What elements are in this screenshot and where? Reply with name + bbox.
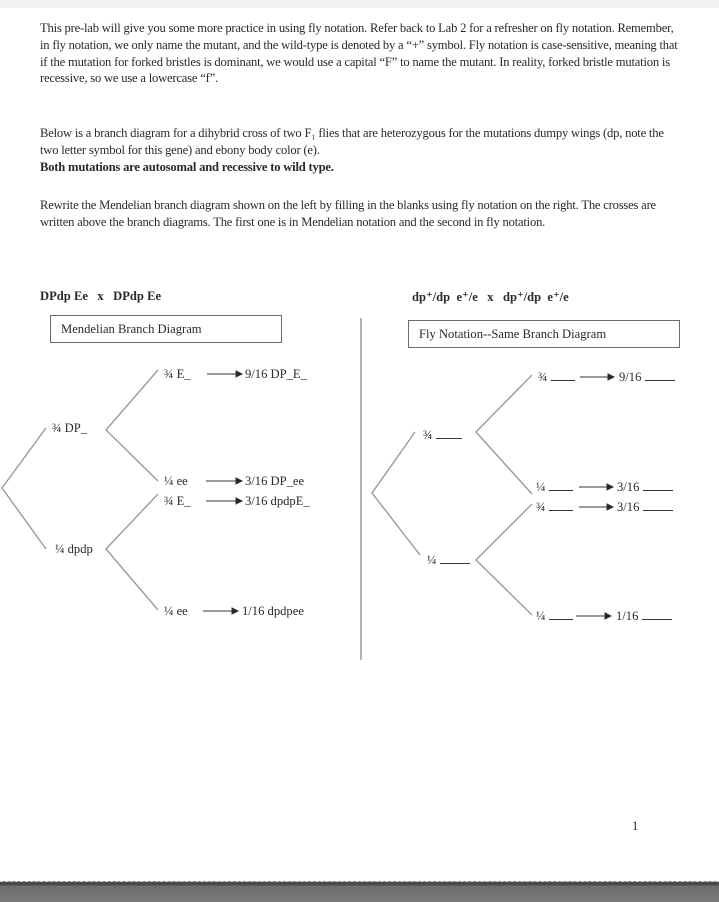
right-l2-fraction-2: ¼ bbox=[536, 480, 546, 494]
right-l1-item-1 bbox=[423, 428, 462, 442]
right-l2-result-4: 1/16 bbox=[616, 609, 639, 623]
left-l2-result-4: 1/16 dpdpee bbox=[242, 604, 304, 618]
answer-blank[interactable] bbox=[642, 609, 672, 620]
right-l2-result-3: 3/16 bbox=[617, 500, 640, 514]
right-l1-item-2 bbox=[427, 553, 470, 567]
right-l2-result-item-3 bbox=[617, 500, 673, 514]
left-l2-label-1: ¾ E_ bbox=[164, 367, 191, 381]
page-number: 1 bbox=[632, 819, 639, 833]
right-l2-result-item-2 bbox=[617, 480, 673, 494]
right-l1-fraction-1: ¾ bbox=[423, 428, 433, 442]
bold-statement: Both mutations are autosomal and recessive to wild type. bbox=[40, 159, 334, 174]
left-l2-label-4: ¼ ee bbox=[164, 604, 188, 618]
left-l2-result-3: 3/16 dpdpE_ bbox=[245, 494, 310, 508]
answer-blank[interactable] bbox=[436, 428, 462, 439]
right-l2-item-1 bbox=[538, 370, 575, 384]
fly-diagram-title: Fly Notation--Same Branch Diagram bbox=[408, 320, 680, 348]
right-l2-fraction-3: ¾ bbox=[536, 500, 546, 514]
right-l2-result-1: 9/16 bbox=[619, 370, 642, 384]
intro-text: This pre-lab will give you some more practice in using fly notation. Refer back to Lab 2 for a refresher on fly notation. Remember, in fly notation, we only name the mutant, and the wild-type is denoted by a “+” symbol. Fly notation is case-sensitive, meaning that if the mutation for forked bristles is dominant, we would use a capital “F” to name the mutant. In reality, forked bristle mutation is recessive, so we use a lowercase “f”. bbox=[40, 21, 678, 86]
left-l2-label-2: ¼ ee bbox=[164, 474, 188, 488]
answer-blank[interactable] bbox=[643, 480, 673, 491]
answer-blank[interactable] bbox=[645, 370, 675, 381]
right-l1-fraction-2: ¼ bbox=[427, 553, 437, 567]
mendelian-cross: DPdp Ee x DPdp Ee bbox=[40, 289, 162, 303]
mendelian-diagram-title: Mendelian Branch Diagram bbox=[50, 315, 282, 343]
right-l2-fraction-4: ¼ bbox=[536, 609, 546, 623]
instructions-text: Rewrite the Mendelian branch diagram shown on the left by filling in the blanks using fly notation on the right. The crosses are written above the branch diagrams. The first one is in Mendelian notation and the second in fly notation. bbox=[40, 198, 656, 229]
answer-blank[interactable] bbox=[551, 370, 575, 381]
right-l2-item-2 bbox=[536, 480, 573, 494]
left-l1-dominant-dp: ¾ DP_ bbox=[52, 421, 87, 435]
answer-blank[interactable] bbox=[549, 480, 573, 491]
right-l2-result-item-4 bbox=[616, 609, 672, 623]
answer-blank[interactable] bbox=[440, 553, 470, 564]
answer-blank[interactable] bbox=[549, 500, 573, 511]
right-l2-fraction-1: ¾ bbox=[538, 370, 548, 384]
right-l2-result-item-1 bbox=[619, 370, 675, 384]
viewer-bottom-bar bbox=[0, 881, 719, 902]
left-l2-result-2: 3/16 DP_ee bbox=[245, 474, 305, 488]
right-l2-item-4 bbox=[536, 609, 573, 623]
answer-blank[interactable] bbox=[549, 609, 573, 620]
answer-blank[interactable] bbox=[643, 500, 673, 511]
branch-text: Below is a branch diagram for a dihybrid cross of two F₁ flies that are heterozygous for the mutations dumpy wings (dp, note the two letter symbol for this gene) and ebony body color (e). bbox=[40, 126, 664, 157]
left-l1-recessive-dp: ¼ dpdp bbox=[55, 542, 93, 556]
right-l2-result-2: 3/16 bbox=[617, 480, 640, 494]
left-l2-label-3: ¾ E_ bbox=[164, 494, 191, 508]
right-l2-item-3 bbox=[536, 500, 573, 514]
left-l2-result-1: 9/16 DP_E_ bbox=[245, 367, 307, 381]
fly-notation-cross: dp⁺/dp e⁺/e x dp⁺/dp e⁺/e bbox=[412, 290, 569, 304]
